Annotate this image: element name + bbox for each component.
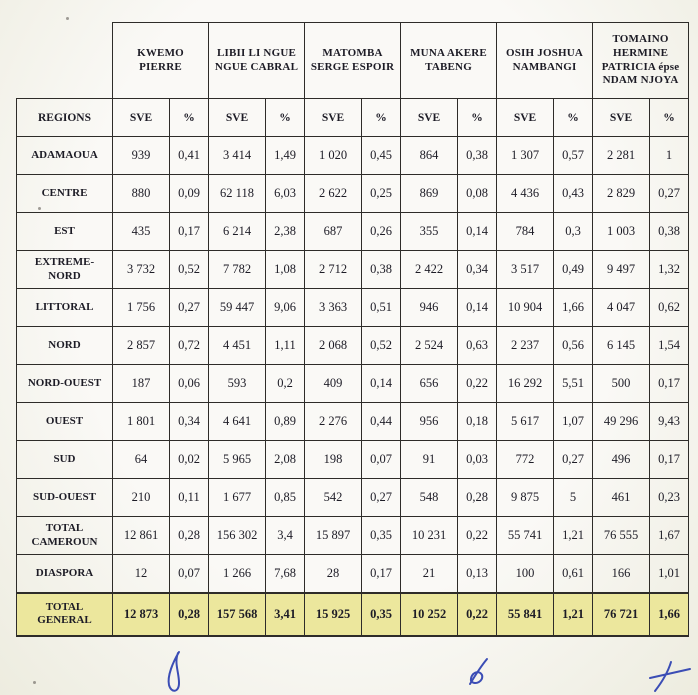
data-cell: 7,68: [266, 555, 305, 593]
data-cell: 2 237: [497, 327, 554, 365]
data-cell: 409: [305, 365, 362, 403]
table-row: [17, 251, 689, 289]
data-cell: 435: [113, 213, 170, 251]
region-cell: TOTAL CAMEROUN: [17, 517, 113, 555]
data-cell: 55 741: [497, 517, 554, 555]
candidate-header: KWEMO PIERRE: [113, 23, 209, 99]
data-cell: 0,22: [458, 365, 497, 403]
data-cell: 9,06: [266, 289, 305, 327]
region-cell: ADAMAOUA: [17, 137, 113, 175]
table-row: [17, 213, 689, 251]
data-cell: 0,14: [458, 213, 497, 251]
table-row: [17, 555, 689, 593]
region-cell: NORD: [17, 327, 113, 365]
data-cell: 496: [593, 441, 650, 479]
data-cell: 0,27: [650, 175, 689, 213]
candidate-header: MATOMBA SERGE ESPOIR: [305, 23, 401, 99]
data-cell: 0,02: [170, 441, 209, 479]
data-cell: 0,27: [362, 479, 401, 517]
data-cell: 0,44: [362, 403, 401, 441]
data-cell: 687: [305, 213, 362, 251]
data-cell: 500: [593, 365, 650, 403]
data-cell: 1,66: [650, 593, 689, 636]
data-cell: 0,3: [554, 213, 593, 251]
data-cell: 939: [113, 137, 170, 175]
data-cell: 12 873: [113, 593, 170, 636]
data-cell: 100: [497, 555, 554, 593]
data-cell: 5,51: [554, 365, 593, 403]
pct-header: %: [362, 99, 401, 137]
data-cell: 4 451: [209, 327, 266, 365]
data-cell: 0,06: [170, 365, 209, 403]
data-cell: 3 414: [209, 137, 266, 175]
data-cell: 869: [401, 175, 458, 213]
data-cell: 28: [305, 555, 362, 593]
data-cell: 9 875: [497, 479, 554, 517]
data-cell: 3 517: [497, 251, 554, 289]
pen-mark-loop: [169, 652, 179, 691]
data-cell: 1,11: [266, 327, 305, 365]
data-cell: 593: [209, 365, 266, 403]
total-general-row: [17, 593, 689, 636]
data-cell: 0,25: [362, 175, 401, 213]
data-cell: 4 641: [209, 403, 266, 441]
data-cell: 0,08: [458, 175, 497, 213]
pct-header: %: [458, 99, 497, 137]
data-cell: 0,43: [554, 175, 593, 213]
data-cell: 0,28: [170, 517, 209, 555]
data-cell: 6 145: [593, 327, 650, 365]
data-cell: 12 861: [113, 517, 170, 555]
region-cell: SUD: [17, 441, 113, 479]
data-cell: 956: [401, 403, 458, 441]
data-cell: 1 020: [305, 137, 362, 175]
candidate-header: OSIH JOSHUA NAMBANGI: [497, 23, 593, 99]
data-cell: 1,49: [266, 137, 305, 175]
data-cell: 1,07: [554, 403, 593, 441]
sve-header: SVE: [305, 99, 362, 137]
data-cell: 5: [554, 479, 593, 517]
data-cell: 0,07: [170, 555, 209, 593]
data-cell: 5 617: [497, 403, 554, 441]
data-cell: 0,17: [362, 555, 401, 593]
region-cell: TOTAL GENERAL: [17, 593, 113, 636]
data-cell: 5 965: [209, 441, 266, 479]
data-cell: 2,38: [266, 213, 305, 251]
data-cell: 0,22: [458, 517, 497, 555]
data-cell: 0,27: [554, 441, 593, 479]
candidate-header: TOMAINO HERMINE PATRICIA épse NDAM NJOYA: [593, 23, 689, 99]
data-cell: 355: [401, 213, 458, 251]
data-cell: 2 829: [593, 175, 650, 213]
results-table: [16, 22, 689, 637]
region-cell: NORD-OUEST: [17, 365, 113, 403]
data-cell: 880: [113, 175, 170, 213]
data-cell: 542: [305, 479, 362, 517]
data-cell: 187: [113, 365, 170, 403]
data-cell: 0,51: [362, 289, 401, 327]
table-row: [17, 327, 689, 365]
data-cell: 0,62: [650, 289, 689, 327]
data-cell: 2 712: [305, 251, 362, 289]
candidate-header: MUNA AKERE TABENG: [401, 23, 497, 99]
data-cell: 2 524: [401, 327, 458, 365]
data-cell: 864: [401, 137, 458, 175]
data-cell: 7 782: [209, 251, 266, 289]
data-cell: 0,22: [458, 593, 497, 636]
data-cell: 3,41: [266, 593, 305, 636]
data-cell: 0,27: [170, 289, 209, 327]
data-cell: 6 214: [209, 213, 266, 251]
data-cell: 12: [113, 555, 170, 593]
column-header-row: [17, 99, 689, 137]
data-cell: 1: [650, 137, 689, 175]
pct-header: %: [170, 99, 209, 137]
data-cell: 0,45: [362, 137, 401, 175]
data-cell: 4 047: [593, 289, 650, 327]
region-cell: EXTREME-NORD: [17, 251, 113, 289]
data-cell: 2 281: [593, 137, 650, 175]
data-cell: 0,72: [170, 327, 209, 365]
data-cell: 0,34: [458, 251, 497, 289]
table-row: [17, 365, 689, 403]
data-cell: 1,67: [650, 517, 689, 555]
table-row: [17, 137, 689, 175]
data-cell: 21: [401, 555, 458, 593]
region-cell: EST: [17, 213, 113, 251]
data-cell: 10 252: [401, 593, 458, 636]
data-cell: 76 721: [593, 593, 650, 636]
data-cell: 1 756: [113, 289, 170, 327]
data-cell: 166: [593, 555, 650, 593]
data-cell: 0,18: [458, 403, 497, 441]
table-row: [17, 479, 689, 517]
data-cell: 0,07: [362, 441, 401, 479]
data-cell: 0,2: [266, 365, 305, 403]
data-cell: 1,54: [650, 327, 689, 365]
data-cell: 1,01: [650, 555, 689, 593]
data-cell: 4 436: [497, 175, 554, 213]
table-row: [17, 289, 689, 327]
data-cell: 62 118: [209, 175, 266, 213]
data-cell: 1,21: [554, 593, 593, 636]
region-cell: DIASPORA: [17, 555, 113, 593]
data-cell: 3,4: [266, 517, 305, 555]
data-cell: 0,38: [650, 213, 689, 251]
data-cell: 1,32: [650, 251, 689, 289]
data-cell: 0,52: [362, 327, 401, 365]
data-cell: 0,61: [554, 555, 593, 593]
data-cell: 0,17: [650, 365, 689, 403]
data-cell: 0,28: [170, 593, 209, 636]
data-cell: 0,28: [458, 479, 497, 517]
sve-header: SVE: [113, 99, 170, 137]
data-cell: 210: [113, 479, 170, 517]
data-cell: 0,09: [170, 175, 209, 213]
data-cell: 0,14: [458, 289, 497, 327]
table-row: [17, 403, 689, 441]
data-cell: 548: [401, 479, 458, 517]
data-cell: 1,66: [554, 289, 593, 327]
data-cell: 55 841: [497, 593, 554, 636]
data-cell: 3 732: [113, 251, 170, 289]
data-cell: 772: [497, 441, 554, 479]
data-cell: 0,38: [458, 137, 497, 175]
data-cell: 198: [305, 441, 362, 479]
data-cell: 0,23: [650, 479, 689, 517]
scan-speck: [38, 207, 41, 210]
sve-header: SVE: [401, 99, 458, 137]
region-cell: SUD-OUEST: [17, 479, 113, 517]
data-cell: 0,63: [458, 327, 497, 365]
data-cell: 157 568: [209, 593, 266, 636]
data-cell: 784: [497, 213, 554, 251]
data-cell: 15 925: [305, 593, 362, 636]
data-cell: 2 422: [401, 251, 458, 289]
table-body: [17, 137, 689, 636]
blank-corner: [17, 23, 113, 99]
data-cell: 1 003: [593, 213, 650, 251]
data-cell: 3 363: [305, 289, 362, 327]
data-cell: 0,03: [458, 441, 497, 479]
regions-header: REGIONS: [17, 99, 113, 137]
data-cell: 91: [401, 441, 458, 479]
data-cell: 0,17: [650, 441, 689, 479]
data-cell: 0,34: [170, 403, 209, 441]
data-cell: 0,89: [266, 403, 305, 441]
pct-header: %: [266, 99, 305, 137]
sve-header: SVE: [209, 99, 266, 137]
data-cell: 2 622: [305, 175, 362, 213]
data-cell: 1,08: [266, 251, 305, 289]
region-cell: OUEST: [17, 403, 113, 441]
data-cell: 0,35: [362, 593, 401, 636]
data-cell: 64: [113, 441, 170, 479]
pct-header: %: [650, 99, 689, 137]
data-cell: 2,08: [266, 441, 305, 479]
data-cell: 0,56: [554, 327, 593, 365]
data-cell: 9,43: [650, 403, 689, 441]
data-cell: 2 276: [305, 403, 362, 441]
pct-header: %: [554, 99, 593, 137]
data-cell: 1 266: [209, 555, 266, 593]
data-cell: 1 677: [209, 479, 266, 517]
data-cell: 6,03: [266, 175, 305, 213]
sve-header: SVE: [497, 99, 554, 137]
data-cell: 1 307: [497, 137, 554, 175]
data-cell: 10 904: [497, 289, 554, 327]
pen-mark-cross: [650, 662, 690, 691]
data-cell: 0,35: [362, 517, 401, 555]
data-cell: 10 231: [401, 517, 458, 555]
data-cell: 0,13: [458, 555, 497, 593]
data-cell: 76 555: [593, 517, 650, 555]
data-cell: 16 292: [497, 365, 554, 403]
candidate-header-row: [17, 23, 689, 99]
data-cell: 1,21: [554, 517, 593, 555]
sve-header: SVE: [593, 99, 650, 137]
data-cell: 2 068: [305, 327, 362, 365]
data-cell: 0,57: [554, 137, 593, 175]
data-cell: 461: [593, 479, 650, 517]
data-cell: 0,14: [362, 365, 401, 403]
candidate-header: LIBII LI NGUE NGUE CABRAL: [209, 23, 305, 99]
table-row: [17, 517, 689, 555]
table-row: [17, 175, 689, 213]
data-cell: 49 296: [593, 403, 650, 441]
pen-mark-scribble: [470, 659, 487, 684]
data-cell: 156 302: [209, 517, 266, 555]
data-cell: 0,38: [362, 251, 401, 289]
region-cell: LITTORAL: [17, 289, 113, 327]
data-cell: 0,85: [266, 479, 305, 517]
data-cell: 0,41: [170, 137, 209, 175]
data-cell: 59 447: [209, 289, 266, 327]
data-cell: 0,49: [554, 251, 593, 289]
data-cell: 15 897: [305, 517, 362, 555]
data-cell: 2 857: [113, 327, 170, 365]
table-row: [17, 441, 689, 479]
data-cell: 9 497: [593, 251, 650, 289]
data-cell: 0,11: [170, 479, 209, 517]
data-cell: 0,52: [170, 251, 209, 289]
data-cell: 656: [401, 365, 458, 403]
scan-speck: [33, 681, 36, 684]
region-cell: CENTRE: [17, 175, 113, 213]
data-cell: 1 801: [113, 403, 170, 441]
data-cell: 0,26: [362, 213, 401, 251]
scan-speck: [66, 17, 69, 20]
data-cell: 946: [401, 289, 458, 327]
data-cell: 0,17: [170, 213, 209, 251]
